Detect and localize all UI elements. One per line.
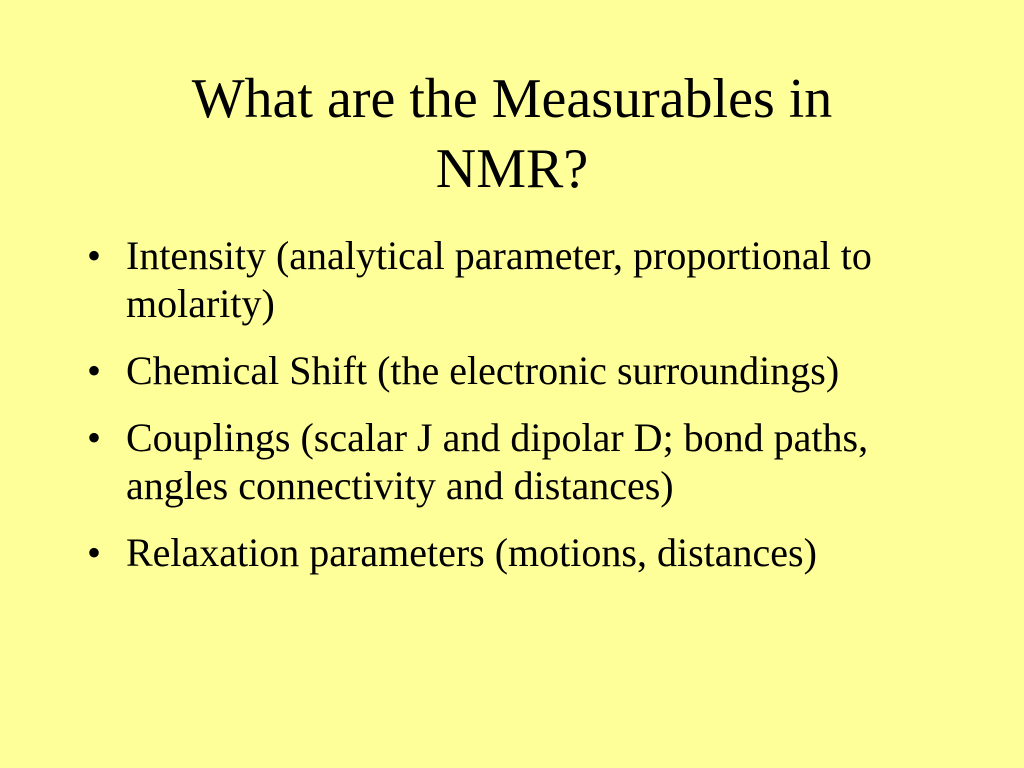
bullet-item-intensity bbox=[87, 232, 947, 328]
bullet-dot-icon: • bbox=[87, 233, 102, 278]
bullet-text-chemical-shift: Chemical Shift (the electronic surroundings) bbox=[126, 348, 840, 393]
bullet-dot-icon: • bbox=[87, 530, 102, 575]
bullet-text-relaxation: Relaxation parameters (motions, distances) bbox=[126, 530, 817, 575]
bullet-item-relaxation bbox=[87, 529, 947, 577]
bullet-dot-icon: • bbox=[87, 348, 102, 393]
bullet-item-chemical-shift bbox=[87, 347, 947, 395]
slide-title-line-1: What are the Measurables in bbox=[191, 68, 833, 130]
slide-title-line-2: NMR? bbox=[435, 138, 589, 200]
bullet-text-intensity: Intensity (analytical parameter, proportional to molarity) bbox=[126, 233, 872, 326]
bullet-dot-icon: • bbox=[87, 415, 102, 460]
bullet-text-couplings: Couplings (scalar J and dipolar D; bond paths, angles connectivity and distances) bbox=[126, 415, 869, 508]
bullet-list bbox=[87, 232, 947, 596]
bullet-item-couplings bbox=[87, 414, 947, 510]
slide-title bbox=[80, 64, 944, 204]
